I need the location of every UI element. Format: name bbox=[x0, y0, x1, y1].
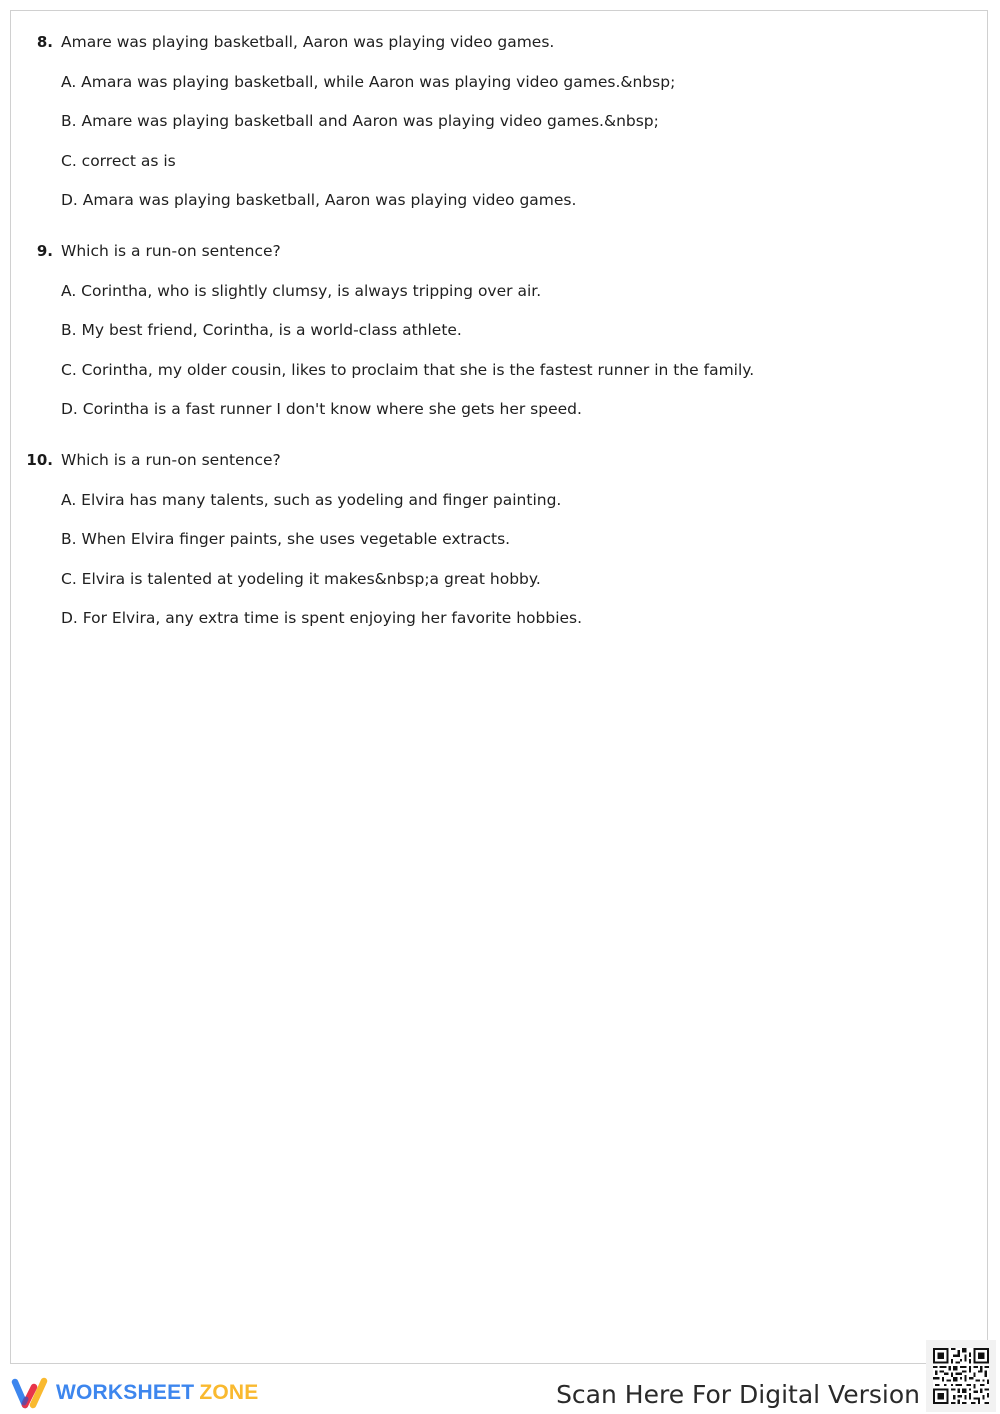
question-number: 8. bbox=[36, 33, 53, 51]
answer-option-d: D. For Elvira, any extra time is spent enjoying her favorite hobbies. bbox=[61, 609, 583, 627]
answer-option-d: D. Amara was playing basketball, Aaron was playing video games. bbox=[61, 191, 577, 209]
question-stem: Which is a run-on sentence? bbox=[61, 242, 281, 260]
question-number: 10. bbox=[26, 451, 53, 469]
answer-option-a: A. Amara was playing basketball, while Aaron was playing video games.&nbsp; bbox=[61, 73, 676, 91]
answer-option-b: B. Amare was playing basketball and Aaron was playing video games.&nbsp; bbox=[61, 112, 659, 130]
logo-text-worksheet: WORKSHEET bbox=[56, 1381, 195, 1404]
worksheet-zone-logo[interactable] bbox=[10, 1376, 258, 1410]
answer-option-d: D. Corintha is a fast runner I don't know where she gets her speed. bbox=[61, 400, 582, 418]
qr-code-container[interactable] bbox=[926, 1340, 996, 1412]
answer-option-a: A. Corintha, who is slightly clumsy, is always tripping over air. bbox=[61, 282, 542, 300]
worksheet-page-frame bbox=[10, 10, 988, 1364]
answer-option-b: B. My best friend, Corintha, is a world-class athlete. bbox=[61, 321, 462, 339]
answer-option-b: B. When Elvira finger paints, she uses vegetable extracts. bbox=[61, 530, 511, 548]
answer-option-c: C. Corintha, my older cousin, likes to proclaim that she is the fastest runner in the family. bbox=[61, 361, 755, 379]
logo-text-zone: ZONE bbox=[199, 1381, 259, 1404]
question-number: 9. bbox=[36, 242, 53, 260]
scan-for-digital-version-label: Scan Here For Digital Version bbox=[556, 1380, 920, 1409]
answer-option-c: C. Elvira is talented at yodeling it makes&nbsp;a great hobby. bbox=[61, 570, 541, 588]
qr-code-icon bbox=[933, 1348, 989, 1404]
worksheet-zone-w-logo-icon bbox=[10, 1376, 52, 1410]
answer-option-a: A. Elvira has many talents, such as yodeling and finger painting. bbox=[61, 491, 562, 509]
question-stem: Which is a run-on sentence? bbox=[61, 451, 281, 469]
answer-option-c: C. correct as is bbox=[61, 152, 176, 170]
question-stem: Amare was playing basketball, Aaron was playing video games. bbox=[61, 33, 555, 51]
